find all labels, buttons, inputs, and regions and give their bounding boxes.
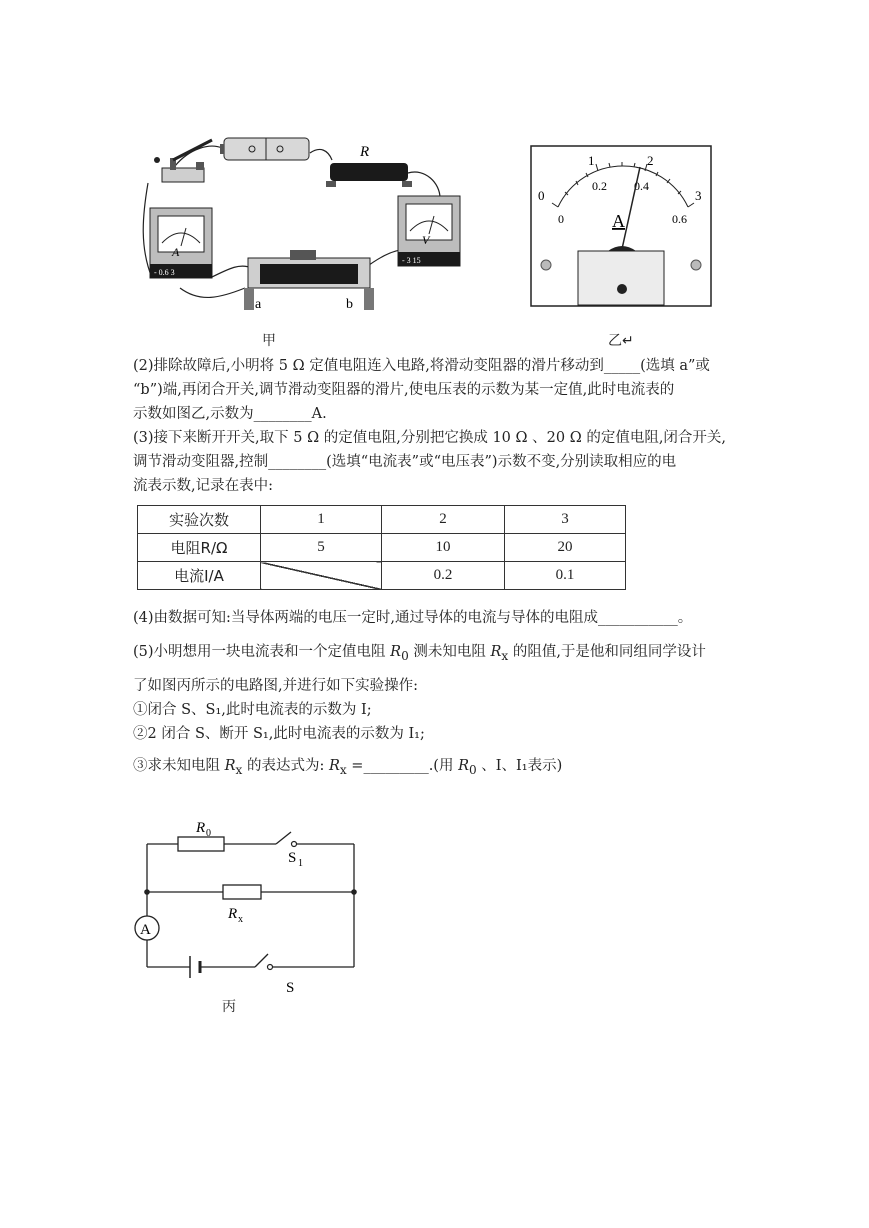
data-table [137, 505, 626, 590]
scale-bottom-1: 0.2 [592, 179, 607, 193]
q5-pre: (5)小明想用一块电流表和一个定值电阻 [133, 644, 391, 660]
ammeter-label: A [172, 245, 180, 259]
scale-top-2: 2 [647, 153, 654, 168]
table-cell: 20 [505, 534, 626, 562]
table-cell: 3 [505, 506, 626, 534]
table-cell: 0.2 [382, 562, 505, 590]
table-cell: 2 [382, 506, 505, 534]
table-cell: 1 [261, 506, 382, 534]
step3-pre: ③求未知电阻 [133, 758, 225, 774]
circuit-r0-label: R [196, 820, 206, 836]
circuit-s1-label: S [288, 850, 297, 866]
step3-rx2-sub: x [339, 762, 347, 777]
q5-rx-sub: x [501, 648, 509, 663]
table-row [138, 562, 626, 590]
scale-bottom-2: 0.4 [634, 179, 649, 193]
dial-unit-label: A [612, 211, 625, 231]
rheostat-end-a: a [255, 297, 262, 312]
circuit-s1-sub: 1 [298, 858, 303, 869]
step3-rx: R [224, 758, 236, 774]
figure-jia-apparatus [140, 128, 485, 323]
table-cell: 电流I/A [138, 562, 261, 590]
q5-r0: R [390, 644, 402, 660]
q5-post: 的阻值,于是他和同组同学设计 [508, 644, 706, 660]
table-row [138, 506, 626, 534]
resistor-r-label: R [360, 144, 370, 160]
q2-line-3: 示数如图乙,示数为________A. [133, 406, 327, 422]
rheostat-end-b: b [346, 297, 353, 312]
table-cell: 0.1 [505, 562, 626, 590]
circuit-rx-label: R [228, 906, 238, 922]
ammeter-terminals: - 0.6 3 [154, 268, 175, 277]
step3-post: 、I、I₁表示) [476, 758, 563, 774]
step3-r0: R [458, 758, 469, 774]
q2-line-1: (2)排除故障后,小明将 5 Ω 定值电阻连入电路,将滑动变阻器的滑片移动到_____(选填 a”或 [133, 358, 710, 374]
switch-icon [154, 140, 212, 182]
table-cell: 实验次数 [138, 506, 261, 534]
q5-rx: R [490, 644, 502, 660]
q3-line-1: (3)接下来断开开关,取下 5 Ω 的定值电阻,分别把它换成 10 Ω 、20 Ω 的定值电阻,闭合开关, [133, 430, 727, 446]
step-3 [133, 754, 753, 782]
step-1: ①闭合 S、S₁,此时电流表的示数为 I; [133, 702, 372, 718]
table-cell: 电阻R/Ω [138, 534, 261, 562]
step3-mid: 的表达式为: [242, 758, 329, 774]
q4-text: (4)由数据可知:当导体两端的电压一定时,通过导体的电流与导体的电阻成___________。 [133, 610, 693, 626]
q5-mid: 测未知电阻 [408, 644, 491, 660]
voltmeter-label: V [422, 233, 430, 247]
q5-line-1 [133, 640, 753, 668]
circuit-ammeter-label: A [140, 922, 151, 938]
ammeter-icon [150, 208, 212, 278]
figure-yi-label: 乙↵ [608, 333, 634, 349]
scale-top-1: 1 [588, 153, 595, 168]
circuit-rx-sub: x [238, 914, 243, 925]
scale-top-0: 0 [538, 188, 545, 203]
step3-eq: =_________.(用 [346, 758, 459, 774]
q2-line-2: “b”)端,再闭合开关,调节滑动变阻器的滑片,使电压表的示数为某一定值,此时电流表的 [133, 382, 675, 398]
step-2: ②2 闭合 S、断开 S₁,此时电流表的示数为 I₁; [133, 726, 425, 742]
table-cell: 10 [382, 534, 505, 562]
scale-top-3: 3 [695, 188, 702, 203]
q5-line-2: 了如图丙所示的电路图,并进行如下实验操作: [133, 678, 418, 694]
table-cell: 5 [261, 534, 382, 562]
table-row [138, 534, 626, 562]
circuit-s-label: S [286, 980, 295, 996]
figure-bing-circuit [128, 812, 368, 996]
q3-line-3: 流表示数,记录在表中: [133, 478, 273, 494]
table-cell-diagonal [261, 562, 382, 590]
voltmeter-terminals: - 3 15 [402, 256, 421, 265]
figure-yi-ammeter-dial [530, 145, 712, 307]
scale-bottom-3: 0.6 [672, 212, 687, 226]
step3-rx2: R [328, 758, 340, 774]
step3-rx-sub: x [235, 762, 243, 777]
resistor-r-icon [326, 144, 412, 187]
figure-jia-label: 甲 [262, 333, 276, 349]
figure-bing-label: 丙 [222, 999, 236, 1015]
battery-icon [220, 138, 309, 160]
q3-line-2: 调节滑动变阻器,控制________(选填“电流表”或“电压表”)示数不变,分别读取相应的电 [133, 454, 677, 470]
voltmeter-icon [398, 196, 460, 266]
circuit-r0-sub: 0 [206, 828, 211, 839]
rheostat-icon [244, 250, 374, 312]
q5-r0-sub: 0 [401, 648, 409, 663]
scale-bottom-0: 0 [558, 212, 564, 226]
step3-r0-sub: 0 [469, 762, 477, 777]
